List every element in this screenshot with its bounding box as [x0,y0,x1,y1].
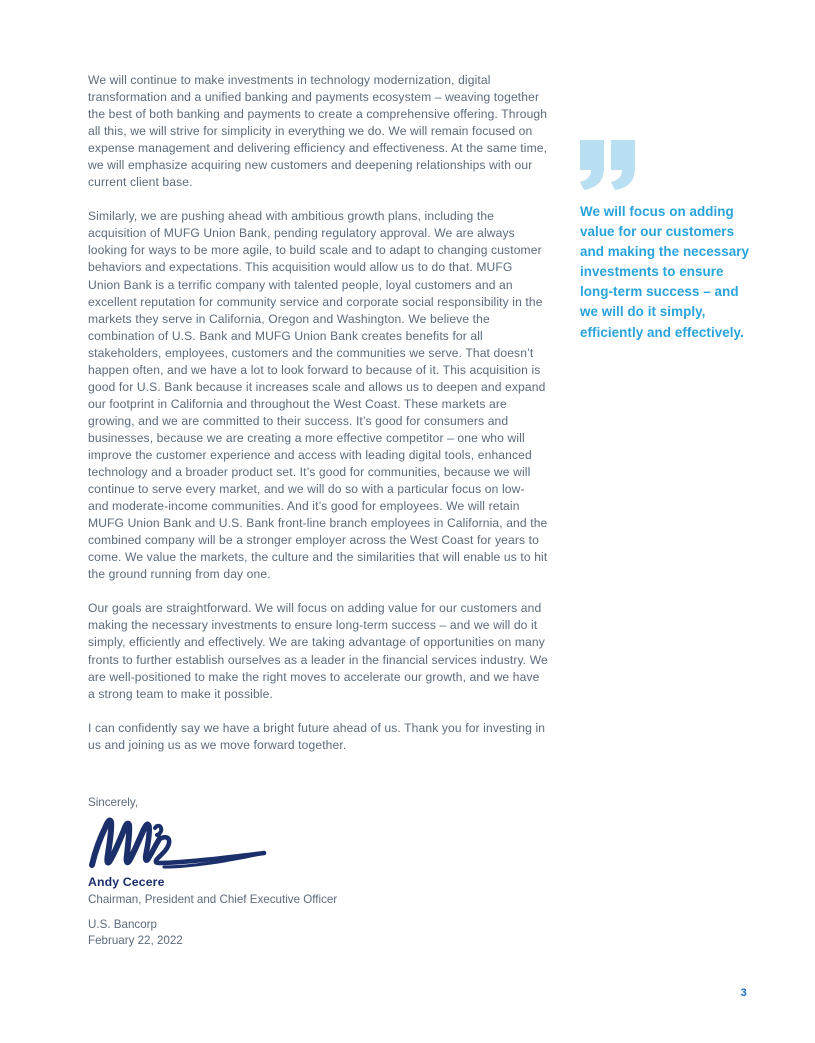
open-quote-icon [580,140,642,190]
pull-quote [580,140,760,343]
closing-salutation: Sincerely, [88,796,139,809]
letter-paragraph: Our goals are straightforward. We will focus on adding value for our customers and making the necessary investments to ensure long-term success – and we will do it simply, efficiently and effectively. We are taking advantage of opportunities on many fronts to further establish ourselves as a leader in the financial services industry. We are well-positioned to make the right moves to accelerate our growth, and we have a strong team to make it possible. [88,601,548,701]
signer-title: Chairman, President and Chief Executive Officer [88,893,338,906]
page-number: 3 [740,987,747,999]
signer-name: Andy Cecere [88,875,165,889]
signature-block [88,795,508,948]
letter-body-column [88,72,548,754]
pull-quote-text: We will focus on adding value for our customers and making the necessary investments to ensure long-term success – and we will do it simply, efficiently and effectively. [580,204,750,340]
letter-paragraph: I can confidently say we have a bright future ahead of us. Thank you for investing in us and joining us as we move forward together. [88,720,546,752]
signer-date: February 22, 2022 [88,933,183,947]
handwritten-signature-icon [86,814,272,872]
signer-company: U.S. Bancorp [88,918,157,931]
letter-paragraph: Similarly, we are pushing ahead with ambitious growth plans, including the acquisition of MUFG Union Bank, pending regulatory approval. We are always looking for ways to be more agile, to build scale and to adapt to changing customer behaviors and expectations. This acquisition would allow us to do that. MUFG Union Bank is a terrific company with talented people, loyal customers and an excellent reputation for community service and corporate social responsibility in the markets they serve in California, Oregon and Washington. We believe the combination of U.S. Bank and MUFG Union Bank creates benefits for all stakeholders, employees, customers and the communities we serve. That doesn’t happen often, and we have a lot to look forward to because of it. This acquisition is good for U.S. Bank because it increases scale and allows us to deepen and expand our footprint in California and throughout the West Coast. These markets are growing, and we are committed to their success. It’s good for consumers and businesses, because we are creating a more effective competitor – one who will improve the customer experience and access with leading digital tools, enhanced technology and a broader product set. It’s good for communities, because we will continue to serve every market, and we will do so with a particular focus on low- and moderate-income communities. And it’s good for employees. We will retain MUFG Union Bank and U.S. Bank front-line branch employees in California, and the combined company will be a stronger employer across the West Coast for years to come. We value the markets, the culture and the similarities that will enable us to hit the ground running from day one. [88,209,548,582]
letter-paragraph: We will continue to make investments in technology modernization, digital transformation and a unified banking and payments ecosystem – weaving together the best of both banking and payments to create a comprehensive offering. Through all this, we will strive for simplicity in everything we do. We will remain focused on expense management and delivering efficiency and effectiveness. At the same time, we will emphasize acquiring new customers and deepening relationships with our current client base. [88,73,548,190]
